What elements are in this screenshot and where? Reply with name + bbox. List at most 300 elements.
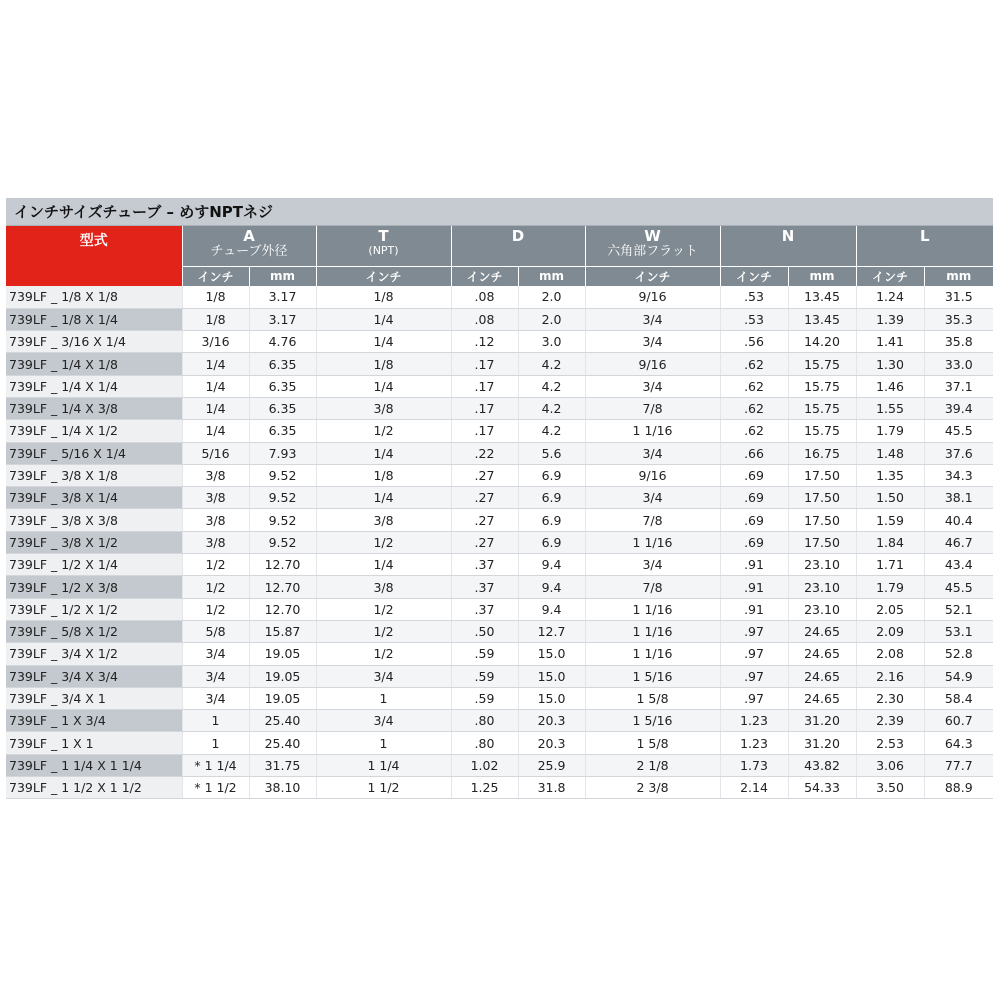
cell-d-mm: 2.0: [518, 308, 585, 330]
cell-a-inch: 3/8: [182, 509, 249, 531]
header-a: [182, 226, 316, 266]
cell-w-inch: 7/8: [585, 509, 720, 531]
unit-a-inch: インチ: [182, 266, 249, 286]
cell-l-inch: 2.53: [856, 732, 924, 754]
cell-d-mm: 6.9: [518, 531, 585, 553]
cell-l-mm: 31.5: [924, 286, 993, 308]
cell-a-mm: 9.52: [249, 531, 316, 553]
cell-l-mm: 77.7: [924, 754, 993, 776]
cell-w-inch: 3/4: [585, 442, 720, 464]
cell-d-mm: 4.2: [518, 375, 585, 397]
cell-l-inch: 1.79: [856, 420, 924, 442]
cell-a-inch: 3/4: [182, 643, 249, 665]
table-row: [6, 687, 993, 709]
cell-a-inch: * 1 1/2: [182, 777, 249, 799]
cell-t-inch: 3/8: [316, 397, 451, 419]
cell-a-mm: 9.52: [249, 464, 316, 486]
header-a-sub: チューブ外径: [210, 243, 288, 259]
header-row: [6, 226, 993, 266]
cell-w-inch: 1 1/16: [585, 643, 720, 665]
cell-l-mm: 64.3: [924, 732, 993, 754]
cell-a-inch: 3/4: [182, 687, 249, 709]
cell-t-inch: 1: [316, 732, 451, 754]
cell-t-inch: 1/2: [316, 531, 451, 553]
cell-w-inch: 3/4: [585, 375, 720, 397]
cell-model: 739LF _ 1 X 1: [6, 732, 182, 754]
cell-l-inch: 1.35: [856, 464, 924, 486]
table-row: [6, 397, 993, 419]
cell-l-mm: 46.7: [924, 531, 993, 553]
cell-w-inch: 2 3/8: [585, 777, 720, 799]
cell-model: 739LF _ 3/16 X 1/4: [6, 331, 182, 353]
cell-d-mm: 15.0: [518, 665, 585, 687]
cell-d-mm: 9.4: [518, 598, 585, 620]
header-n-letter: N: [781, 227, 795, 245]
spec-table: [6, 226, 993, 799]
cell-n-mm: 43.82: [788, 754, 856, 776]
cell-l-mm: 45.5: [924, 576, 993, 598]
cell-model: 739LF _ 1/2 X 1/4: [6, 554, 182, 576]
cell-l-mm: 60.7: [924, 710, 993, 732]
cell-d-inch: .80: [451, 710, 518, 732]
cell-t-inch: 1/8: [316, 286, 451, 308]
cell-d-inch: 1.25: [451, 777, 518, 799]
cell-l-mm: 54.9: [924, 665, 993, 687]
cell-a-mm: 38.10: [249, 777, 316, 799]
cell-n-mm: 17.50: [788, 509, 856, 531]
cell-l-mm: 35.3: [924, 308, 993, 330]
cell-n-mm: 23.10: [788, 576, 856, 598]
cell-w-inch: 1 5/16: [585, 710, 720, 732]
cell-n-inch: .91: [720, 598, 788, 620]
cell-model: 739LF _ 1 1/4 X 1 1/4: [6, 754, 182, 776]
cell-d-inch: .59: [451, 687, 518, 709]
cell-a-mm: 9.52: [249, 487, 316, 509]
cell-model: 739LF _ 1/2 X 1/2: [6, 598, 182, 620]
cell-n-mm: 14.20: [788, 331, 856, 353]
cell-d-mm: 31.8: [518, 777, 585, 799]
cell-l-inch: 3.50: [856, 777, 924, 799]
cell-a-inch: * 1 1/4: [182, 754, 249, 776]
cell-n-mm: 54.33: [788, 777, 856, 799]
cell-l-inch: 1.41: [856, 331, 924, 353]
cell-a-mm: 6.35: [249, 353, 316, 375]
cell-a-inch: 1/8: [182, 286, 249, 308]
cell-d-inch: .17: [451, 353, 518, 375]
cell-d-mm: 6.9: [518, 487, 585, 509]
cell-n-inch: 1.23: [720, 732, 788, 754]
cell-t-inch: 3/8: [316, 576, 451, 598]
cell-l-inch: 1.39: [856, 308, 924, 330]
cell-d-inch: .17: [451, 397, 518, 419]
unit-a-mm: mm: [249, 266, 316, 286]
cell-t-inch: 1/4: [316, 554, 451, 576]
cell-l-mm: 40.4: [924, 509, 993, 531]
cell-t-inch: 1: [316, 687, 451, 709]
cell-d-inch: 1.02: [451, 754, 518, 776]
cell-t-inch: 1/4: [316, 487, 451, 509]
cell-l-inch: 1.79: [856, 576, 924, 598]
cell-l-inch: 1.48: [856, 442, 924, 464]
cell-n-mm: 16.75: [788, 442, 856, 464]
cell-d-mm: 15.0: [518, 687, 585, 709]
cell-model: 739LF _ 1/8 X 1/8: [6, 286, 182, 308]
cell-a-inch: 3/4: [182, 665, 249, 687]
cell-w-inch: 9/16: [585, 353, 720, 375]
cell-d-mm: 20.3: [518, 710, 585, 732]
cell-n-mm: 15.75: [788, 353, 856, 375]
cell-a-mm: 12.70: [249, 598, 316, 620]
cell-t-inch: 1/2: [316, 643, 451, 665]
cell-d-mm: 2.0: [518, 286, 585, 308]
cell-a-mm: 19.05: [249, 643, 316, 665]
table-row: [6, 375, 993, 397]
cell-n-mm: 23.10: [788, 554, 856, 576]
table-row: [6, 464, 993, 486]
cell-w-inch: 3/4: [585, 554, 720, 576]
table-row: [6, 420, 993, 442]
cell-d-mm: 20.3: [518, 732, 585, 754]
cell-a-mm: 25.40: [249, 710, 316, 732]
table-row: [6, 353, 993, 375]
cell-a-inch: 1/4: [182, 353, 249, 375]
cell-a-inch: 3/16: [182, 331, 249, 353]
table-row: [6, 665, 993, 687]
cell-n-inch: .69: [720, 487, 788, 509]
cell-a-inch: 1: [182, 710, 249, 732]
cell-d-inch: .12: [451, 331, 518, 353]
header-l: [856, 226, 993, 266]
cell-a-inch: 5/16: [182, 442, 249, 464]
cell-a-inch: 1/2: [182, 554, 249, 576]
cell-w-inch: 7/8: [585, 397, 720, 419]
cell-t-inch: 1 1/2: [316, 777, 451, 799]
cell-l-inch: 1.84: [856, 531, 924, 553]
cell-l-inch: 1.50: [856, 487, 924, 509]
header-d: [451, 226, 585, 266]
header-a-letter: A: [243, 227, 255, 245]
cell-model: 739LF _ 1/4 X 3/8: [6, 397, 182, 419]
cell-l-mm: 53.1: [924, 620, 993, 642]
cell-t-inch: 1 1/4: [316, 754, 451, 776]
model-header: 型式: [6, 226, 182, 286]
unit-d-mm: mm: [518, 266, 585, 286]
cell-n-inch: .62: [720, 375, 788, 397]
cell-a-mm: 9.52: [249, 509, 316, 531]
cell-d-mm: 6.9: [518, 464, 585, 486]
cell-d-inch: .08: [451, 286, 518, 308]
cell-a-mm: 7.93: [249, 442, 316, 464]
cell-a-inch: 1: [182, 732, 249, 754]
cell-a-inch: 3/8: [182, 531, 249, 553]
cell-d-inch: .50: [451, 620, 518, 642]
cell-l-inch: 1.46: [856, 375, 924, 397]
cell-a-inch: 3/8: [182, 487, 249, 509]
cell-l-mm: 45.5: [924, 420, 993, 442]
cell-n-inch: .97: [720, 665, 788, 687]
cell-l-mm: 39.4: [924, 397, 993, 419]
header-w-letter: W: [644, 227, 661, 245]
cell-model: 739LF _ 1/4 X 1/8: [6, 353, 182, 375]
table-row: [6, 710, 993, 732]
cell-d-inch: .27: [451, 531, 518, 553]
cell-a-inch: 1/4: [182, 397, 249, 419]
table-row: [6, 331, 993, 353]
cell-d-inch: .37: [451, 554, 518, 576]
unit-d-inch: インチ: [451, 266, 518, 286]
cell-w-inch: 1 1/16: [585, 620, 720, 642]
cell-d-mm: 4.2: [518, 397, 585, 419]
cell-model: 739LF _ 1/4 X 1/4: [6, 375, 182, 397]
cell-l-mm: 88.9: [924, 777, 993, 799]
cell-l-inch: 2.16: [856, 665, 924, 687]
cell-n-inch: .56: [720, 331, 788, 353]
cell-n-inch: .97: [720, 620, 788, 642]
cell-a-mm: 3.17: [249, 308, 316, 330]
cell-a-mm: 31.75: [249, 754, 316, 776]
cell-l-inch: 1.30: [856, 353, 924, 375]
header-l-letter: L: [919, 227, 930, 245]
cell-n-mm: 24.65: [788, 643, 856, 665]
cell-t-inch: 3/8: [316, 509, 451, 531]
cell-d-mm: 15.0: [518, 643, 585, 665]
cell-n-inch: 1.23: [720, 710, 788, 732]
cell-a-mm: 6.35: [249, 375, 316, 397]
unit-l-mm: mm: [924, 266, 993, 286]
cell-t-inch: 1/4: [316, 442, 451, 464]
cell-d-mm: 4.2: [518, 353, 585, 375]
table-body: [6, 286, 993, 799]
unit-w-inch: インチ: [585, 266, 720, 286]
table-title: インチサイズチューブ – めすNPTネジ: [6, 198, 993, 226]
header-t-sub: (NPT): [368, 243, 399, 257]
cell-model: 739LF _ 3/8 X 1/8: [6, 464, 182, 486]
cell-t-inch: 1/8: [316, 464, 451, 486]
cell-a-inch: 1/4: [182, 420, 249, 442]
cell-n-inch: .91: [720, 576, 788, 598]
cell-n-inch: .62: [720, 420, 788, 442]
cell-n-inch: .62: [720, 353, 788, 375]
cell-w-inch: 1 5/8: [585, 687, 720, 709]
cell-a-mm: 25.40: [249, 732, 316, 754]
cell-n-mm: 15.75: [788, 375, 856, 397]
cell-n-mm: 31.20: [788, 710, 856, 732]
cell-n-inch: .97: [720, 643, 788, 665]
cell-n-inch: .69: [720, 531, 788, 553]
cell-n-mm: 17.50: [788, 464, 856, 486]
cell-d-inch: .17: [451, 420, 518, 442]
cell-n-mm: 23.10: [788, 598, 856, 620]
cell-model: 739LF _ 1 X 3/4: [6, 710, 182, 732]
cell-a-inch: 1/8: [182, 308, 249, 330]
cell-n-mm: 15.75: [788, 397, 856, 419]
cell-l-mm: 52.8: [924, 643, 993, 665]
cell-t-inch: 3/4: [316, 665, 451, 687]
cell-model: 739LF _ 1 1/2 X 1 1/2: [6, 777, 182, 799]
cell-t-inch: 1/2: [316, 620, 451, 642]
cell-t-inch: 1/2: [316, 598, 451, 620]
table-row: [6, 554, 993, 576]
header-w: [585, 226, 720, 266]
cell-n-inch: .53: [720, 286, 788, 308]
cell-d-mm: 5.6: [518, 442, 585, 464]
cell-model: 739LF _ 5/16 X 1/4: [6, 442, 182, 464]
cell-n-mm: 31.20: [788, 732, 856, 754]
cell-d-mm: 3.0: [518, 331, 585, 353]
cell-l-inch: 2.05: [856, 598, 924, 620]
cell-a-mm: 4.76: [249, 331, 316, 353]
cell-n-mm: 13.45: [788, 308, 856, 330]
cell-d-inch: .80: [451, 732, 518, 754]
cell-model: 739LF _ 5/8 X 1/2: [6, 620, 182, 642]
cell-d-inch: .27: [451, 487, 518, 509]
cell-l-inch: 2.39: [856, 710, 924, 732]
table-row: [6, 598, 993, 620]
cell-d-inch: .59: [451, 643, 518, 665]
table-row: [6, 576, 993, 598]
cell-n-inch: 2.14: [720, 777, 788, 799]
spec-sheet: [6, 198, 993, 799]
cell-n-mm: 24.65: [788, 687, 856, 709]
cell-l-mm: 33.0: [924, 353, 993, 375]
cell-l-mm: 38.1: [924, 487, 993, 509]
table-row: [6, 442, 993, 464]
cell-n-inch: .62: [720, 397, 788, 419]
cell-l-inch: 1.55: [856, 397, 924, 419]
cell-l-inch: 1.71: [856, 554, 924, 576]
cell-l-inch: 1.59: [856, 509, 924, 531]
cell-w-inch: 3/4: [585, 487, 720, 509]
cell-t-inch: 1/4: [316, 375, 451, 397]
cell-model: 739LF _ 1/4 X 1/2: [6, 420, 182, 442]
header-w-sub: 六角部フラット: [607, 243, 698, 259]
cell-d-mm: 6.9: [518, 509, 585, 531]
cell-model: 739LF _ 1/8 X 1/4: [6, 308, 182, 330]
cell-model: 739LF _ 1/2 X 3/8: [6, 576, 182, 598]
cell-l-mm: 58.4: [924, 687, 993, 709]
cell-l-mm: 34.3: [924, 464, 993, 486]
header-t-letter: T: [378, 227, 389, 245]
cell-w-inch: 1 1/16: [585, 531, 720, 553]
table-row: [6, 732, 993, 754]
cell-a-inch: 5/8: [182, 620, 249, 642]
cell-w-inch: 1 5/8: [585, 732, 720, 754]
cell-a-mm: 15.87: [249, 620, 316, 642]
cell-l-mm: 37.6: [924, 442, 993, 464]
cell-model: 739LF _ 3/8 X 3/8: [6, 509, 182, 531]
cell-w-inch: 1 1/16: [585, 420, 720, 442]
unit-l-inch: インチ: [856, 266, 924, 286]
cell-a-mm: 19.05: [249, 665, 316, 687]
cell-a-mm: 6.35: [249, 397, 316, 419]
cell-w-inch: 9/16: [585, 286, 720, 308]
cell-model: 739LF _ 3/4 X 1: [6, 687, 182, 709]
cell-model: 739LF _ 3/4 X 3/4: [6, 665, 182, 687]
cell-n-inch: .97: [720, 687, 788, 709]
cell-model: 739LF _ 3/4 X 1/2: [6, 643, 182, 665]
table-row: [6, 620, 993, 642]
table-row: [6, 531, 993, 553]
table-row: [6, 777, 993, 799]
table-row: [6, 509, 993, 531]
unit-n-inch: インチ: [720, 266, 788, 286]
cell-d-inch: .27: [451, 509, 518, 531]
cell-a-inch: 1/2: [182, 576, 249, 598]
cell-d-mm: 25.9: [518, 754, 585, 776]
cell-n-inch: .53: [720, 308, 788, 330]
cell-l-mm: 43.4: [924, 554, 993, 576]
cell-w-inch: 1 5/16: [585, 665, 720, 687]
cell-w-inch: 3/4: [585, 331, 720, 353]
cell-n-mm: 15.75: [788, 420, 856, 442]
unit-t-inch: インチ: [316, 266, 451, 286]
unit-n-mm: mm: [788, 266, 856, 286]
cell-l-inch: 2.08: [856, 643, 924, 665]
cell-d-inch: .59: [451, 665, 518, 687]
cell-n-inch: 1.73: [720, 754, 788, 776]
header-t: [316, 226, 451, 266]
cell-a-inch: 1/4: [182, 375, 249, 397]
cell-t-inch: 1/8: [316, 353, 451, 375]
cell-d-mm: 12.7: [518, 620, 585, 642]
cell-a-inch: 3/8: [182, 464, 249, 486]
table-row: [6, 643, 993, 665]
cell-l-mm: 35.8: [924, 331, 993, 353]
cell-d-mm: 9.4: [518, 554, 585, 576]
cell-d-inch: .27: [451, 464, 518, 486]
cell-w-inch: 9/16: [585, 464, 720, 486]
cell-d-mm: 4.2: [518, 420, 585, 442]
cell-l-mm: 52.1: [924, 598, 993, 620]
cell-model: 739LF _ 3/8 X 1/2: [6, 531, 182, 553]
cell-d-inch: .37: [451, 576, 518, 598]
cell-model: 739LF _ 3/8 X 1/4: [6, 487, 182, 509]
cell-n-inch: .91: [720, 554, 788, 576]
cell-t-inch: 3/4: [316, 710, 451, 732]
cell-w-inch: 2 1/8: [585, 754, 720, 776]
cell-w-inch: 3/4: [585, 308, 720, 330]
cell-a-mm: 12.70: [249, 576, 316, 598]
cell-a-inch: 1/2: [182, 598, 249, 620]
cell-d-inch: .08: [451, 308, 518, 330]
cell-n-mm: 24.65: [788, 620, 856, 642]
cell-n-mm: 17.50: [788, 531, 856, 553]
cell-n-mm: 13.45: [788, 286, 856, 308]
cell-t-inch: 1/4: [316, 308, 451, 330]
cell-n-mm: 17.50: [788, 487, 856, 509]
cell-l-inch: 3.06: [856, 754, 924, 776]
cell-l-inch: 2.09: [856, 620, 924, 642]
header-n: [720, 226, 856, 266]
cell-w-inch: 7/8: [585, 576, 720, 598]
cell-d-mm: 9.4: [518, 576, 585, 598]
cell-l-inch: 2.30: [856, 687, 924, 709]
table-row: [6, 308, 993, 330]
header-d-letter: D: [511, 227, 525, 245]
cell-d-inch: .22: [451, 442, 518, 464]
cell-t-inch: 1/2: [316, 420, 451, 442]
cell-n-inch: .69: [720, 464, 788, 486]
cell-n-inch: .66: [720, 442, 788, 464]
cell-t-inch: 1/4: [316, 331, 451, 353]
cell-a-mm: 12.70: [249, 554, 316, 576]
cell-d-inch: .17: [451, 375, 518, 397]
cell-l-mm: 37.1: [924, 375, 993, 397]
cell-d-inch: .37: [451, 598, 518, 620]
cell-l-inch: 1.24: [856, 286, 924, 308]
cell-a-mm: 3.17: [249, 286, 316, 308]
cell-n-mm: 24.65: [788, 665, 856, 687]
